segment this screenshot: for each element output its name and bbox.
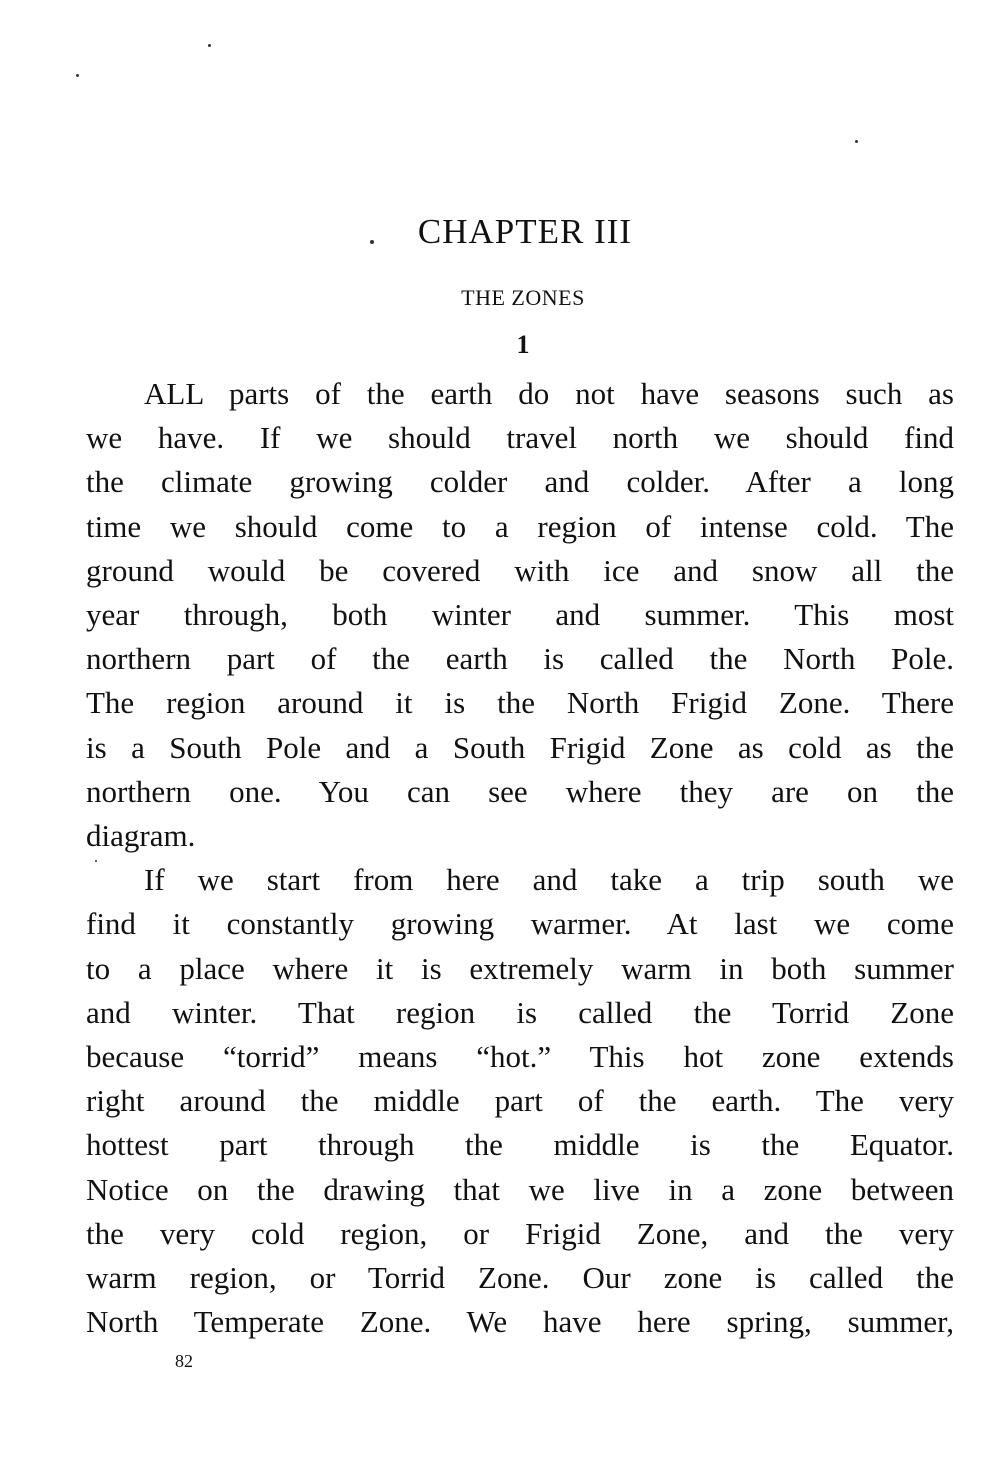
- text-line: year through, both winter and summer. This most: [86, 597, 954, 633]
- text-line: find it constantly growing warmer. At last we come: [86, 906, 954, 942]
- text-line: is a South Pole and a South Frigid Zone as cold as the: [86, 729, 954, 765]
- paragraph: [86, 372, 954, 858]
- text-line: and winter. That region is called the Torrid Zone: [86, 994, 954, 1030]
- text-line: right around the middle part of the earth. The very: [86, 1083, 954, 1119]
- scan-speck: [208, 44, 211, 47]
- section-title: THE ZONES: [461, 285, 585, 310]
- text-line: ground would be covered with ice and snow all the: [86, 552, 954, 588]
- body-text: [86, 372, 954, 1344]
- text-line: hottest part through the middle is the Equator.: [86, 1127, 954, 1163]
- text-line: the climate growing colder and colder. After a long: [86, 464, 954, 500]
- text-line: time we should come to a region of intense cold. The: [86, 508, 954, 544]
- text-line: we have. If we should travel north we should find: [86, 420, 954, 456]
- text-line: North Temperate Zone. We have here spring, summer,: [86, 1304, 954, 1340]
- text-line: ALL parts of the earth do not have seasons such as: [144, 376, 954, 411]
- text-line: Notice on the drawing that we live in a zone between: [86, 1171, 954, 1207]
- section-number: 1: [516, 330, 530, 359]
- text-line: The region around it is the North Frigid Zone. There: [86, 685, 954, 721]
- chapter-heading: CHAPTER III: [417, 212, 633, 251]
- text-line: the very cold region, or Frigid Zone, and the very: [86, 1215, 954, 1251]
- text-line: warm region, or Torrid Zone. Our zone is called the: [86, 1260, 954, 1296]
- text-line: northern one. You can see where they are on the: [86, 773, 954, 809]
- page-number: 82: [175, 1351, 193, 1371]
- text-line: northern part of the earth is called the North Pole.: [86, 641, 954, 677]
- text-line: because “torrid” means “hot.” This hot zone extends: [86, 1039, 954, 1075]
- text-line: to a place where it is extremely warm in both summer: [86, 950, 954, 986]
- text-line: diagram.: [86, 818, 196, 854]
- text-line: If we start from here and take a trip south we: [144, 862, 954, 898]
- paragraph: [86, 858, 954, 1344]
- scan-speck: [76, 74, 79, 77]
- scan-speck: [855, 140, 858, 143]
